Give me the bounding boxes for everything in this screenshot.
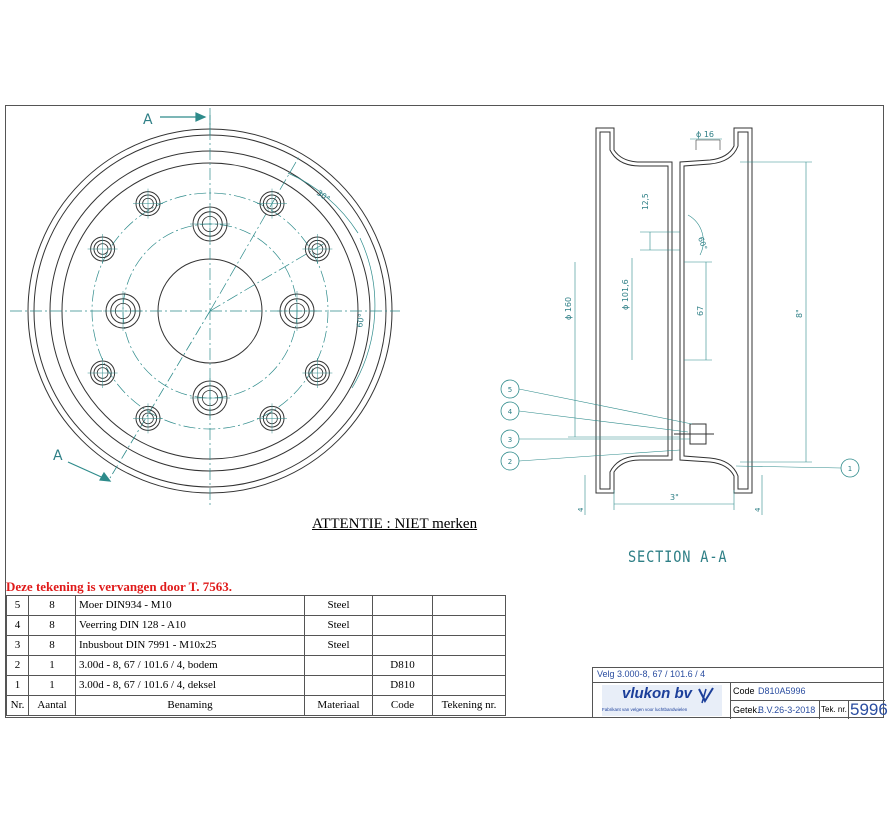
table-row — [7, 616, 506, 636]
section-a-cutline — [110, 311, 210, 478]
drawing-no-label: Tek. nr. — [821, 705, 847, 714]
company-slogan: Fabrikant van velgen voor luchtbandwielen — [602, 707, 688, 712]
balloon-label: 4 — [507, 408, 513, 416]
table-header-row-aantal: Aantal — [29, 696, 76, 716]
section-right-half-outer — [680, 128, 752, 493]
title-block-divider — [593, 682, 883, 683]
table-row-code — [373, 616, 433, 636]
dim-4-left: 4 — [577, 507, 585, 512]
angle-arc-30 — [288, 173, 358, 233]
drawing-number: 5996 — [850, 700, 888, 719]
table-row — [7, 636, 506, 656]
table-header-row — [7, 696, 506, 716]
balloon-leader — [519, 389, 692, 424]
section-right-half-inner — [684, 132, 748, 489]
dim-125: 12,5 — [641, 193, 650, 210]
table-row-tekening-nr — [433, 636, 506, 656]
table-row-code — [373, 596, 433, 616]
balloon-4 — [501, 402, 688, 432]
table-row-nr: 2 — [7, 656, 29, 676]
table-header-row-nr: Nr. — [7, 696, 29, 716]
section-left-half-outer — [596, 128, 672, 493]
dim-160: ϕ 160 — [564, 296, 573, 320]
section-arrows — [68, 113, 205, 481]
table-row-aantal: 8 — [29, 636, 76, 656]
section-view — [596, 128, 752, 493]
table-row-nr: 1 — [7, 676, 29, 696]
table-row-tekening-nr — [433, 656, 506, 676]
table-row-materiaal — [305, 656, 373, 676]
table-header-row-code: Code — [373, 696, 433, 716]
table-header-row-tekening-nr: Tekening nr. — [433, 696, 506, 716]
bolt-hole-outer-ring — [257, 189, 287, 219]
table-row-benaming: Inbusbout DIN 7991 - M10x25 — [76, 636, 305, 656]
parts-list-table — [6, 595, 506, 716]
table-row-code: D810 — [373, 656, 433, 676]
dim-4-right: 4 — [754, 507, 762, 512]
title-block — [592, 667, 888, 719]
front-centerlines — [10, 108, 400, 505]
table-row-benaming: 3.00d - 8, 67 / 101.6 / 4, bodem — [76, 656, 305, 676]
bolt-hole-inner-ring — [103, 291, 143, 331]
drawn-value: B.V.26-3-2018 — [758, 705, 816, 715]
section-a-label-bottom: A — [53, 448, 63, 464]
dim-8in: 8" — [795, 309, 804, 318]
code-label: Code — [733, 686, 755, 696]
table-row-nr: 5 — [7, 596, 29, 616]
bolt-hole-inner-ring — [190, 204, 230, 244]
section-dimensions — [568, 139, 812, 515]
bolt-hole-outer-ring — [88, 234, 118, 264]
table-row-tekening-nr — [433, 616, 506, 636]
table-row — [7, 656, 506, 676]
attention-notice: ATTENTIE : NIET merken — [312, 516, 478, 532]
table-row-aantal: 8 — [29, 596, 76, 616]
table-row-aantal: 8 — [29, 616, 76, 636]
section-title: SECTION A-A — [628, 547, 728, 566]
balloon-label: 3 — [507, 436, 513, 444]
balloon-label: 2 — [507, 458, 513, 466]
angle-dimension — [288, 173, 375, 388]
dim-67: 67 — [696, 305, 705, 316]
table-row-benaming: 3.00d - 8, 67 / 101.6 / 4, deksel — [76, 676, 305, 696]
arrow-a-top-head — [196, 113, 205, 121]
company-brand: vlukon bv — [622, 685, 693, 702]
angle-label-60: 60° — [355, 312, 367, 329]
balloon-label: 5 — [507, 386, 513, 394]
table-row-tekening-nr — [433, 676, 506, 696]
dim-3in: 3" — [670, 493, 679, 502]
table-row-materiaal: Steel — [305, 616, 373, 636]
angle-label-30: 30° — [314, 188, 332, 204]
balloon-leader — [519, 411, 688, 432]
table-row-nr: 3 — [7, 636, 29, 656]
title-block-title: Velg 3.000-8, 67 / 101.6 / 4 — [597, 669, 706, 679]
title-block-vline-2 — [819, 700, 820, 719]
code-value: D810A5996 — [758, 686, 806, 696]
table-header-row-materiaal: Materiaal — [305, 696, 373, 716]
table-row — [7, 596, 506, 616]
table-row-benaming: Veerring DIN 128 - A10 — [76, 616, 305, 636]
table-row-benaming: Moer DIN934 - M10 — [76, 596, 305, 616]
bolt-hole-outer-ring — [257, 403, 287, 433]
section-hatching — [696, 140, 720, 150]
section-a-label-top: A — [143, 112, 153, 128]
table-row-aantal: 1 — [29, 676, 76, 696]
section-left-half-inner — [600, 132, 668, 489]
table-row — [7, 676, 506, 696]
company-logo — [602, 685, 722, 716]
bolt-hole-inner-ring — [190, 378, 230, 418]
dim-d16: ϕ 16 — [696, 130, 714, 139]
dim-60: 60° — [696, 235, 710, 252]
balloon-label: 1 — [847, 465, 853, 473]
table-row-materiaal: Steel — [305, 636, 373, 656]
bolt-hole-outer-ring — [133, 403, 163, 433]
drawn-label: Getek. — [733, 705, 760, 715]
table-row-materiaal — [305, 676, 373, 696]
table-row-code — [373, 636, 433, 656]
radial-30-line — [210, 155, 300, 311]
replacement-notice: Deze tekening is vervangen door T. 7563. — [6, 579, 233, 594]
angle-arc-60 — [352, 238, 375, 388]
table-header-row-benaming: Benaming — [76, 696, 305, 716]
bolt-hole-outer-ring — [302, 358, 332, 388]
bolt-hole-outer-ring — [302, 234, 332, 264]
table-row-code: D810 — [373, 676, 433, 696]
table-row-materiaal: Steel — [305, 596, 373, 616]
bolt-hole-inner-ring — [277, 291, 317, 331]
arrow-a-bottom-head — [100, 473, 110, 481]
dim-1016: ϕ 101,6 — [621, 279, 630, 310]
title-block-vline-3 — [848, 700, 849, 719]
table-row-nr: 4 — [7, 616, 29, 636]
table-row-tekening-nr — [433, 596, 506, 616]
table-row-aantal: 1 — [29, 656, 76, 676]
bolt-hole-outer-ring — [133, 189, 163, 219]
bolt-hole-outer-ring — [88, 358, 118, 388]
